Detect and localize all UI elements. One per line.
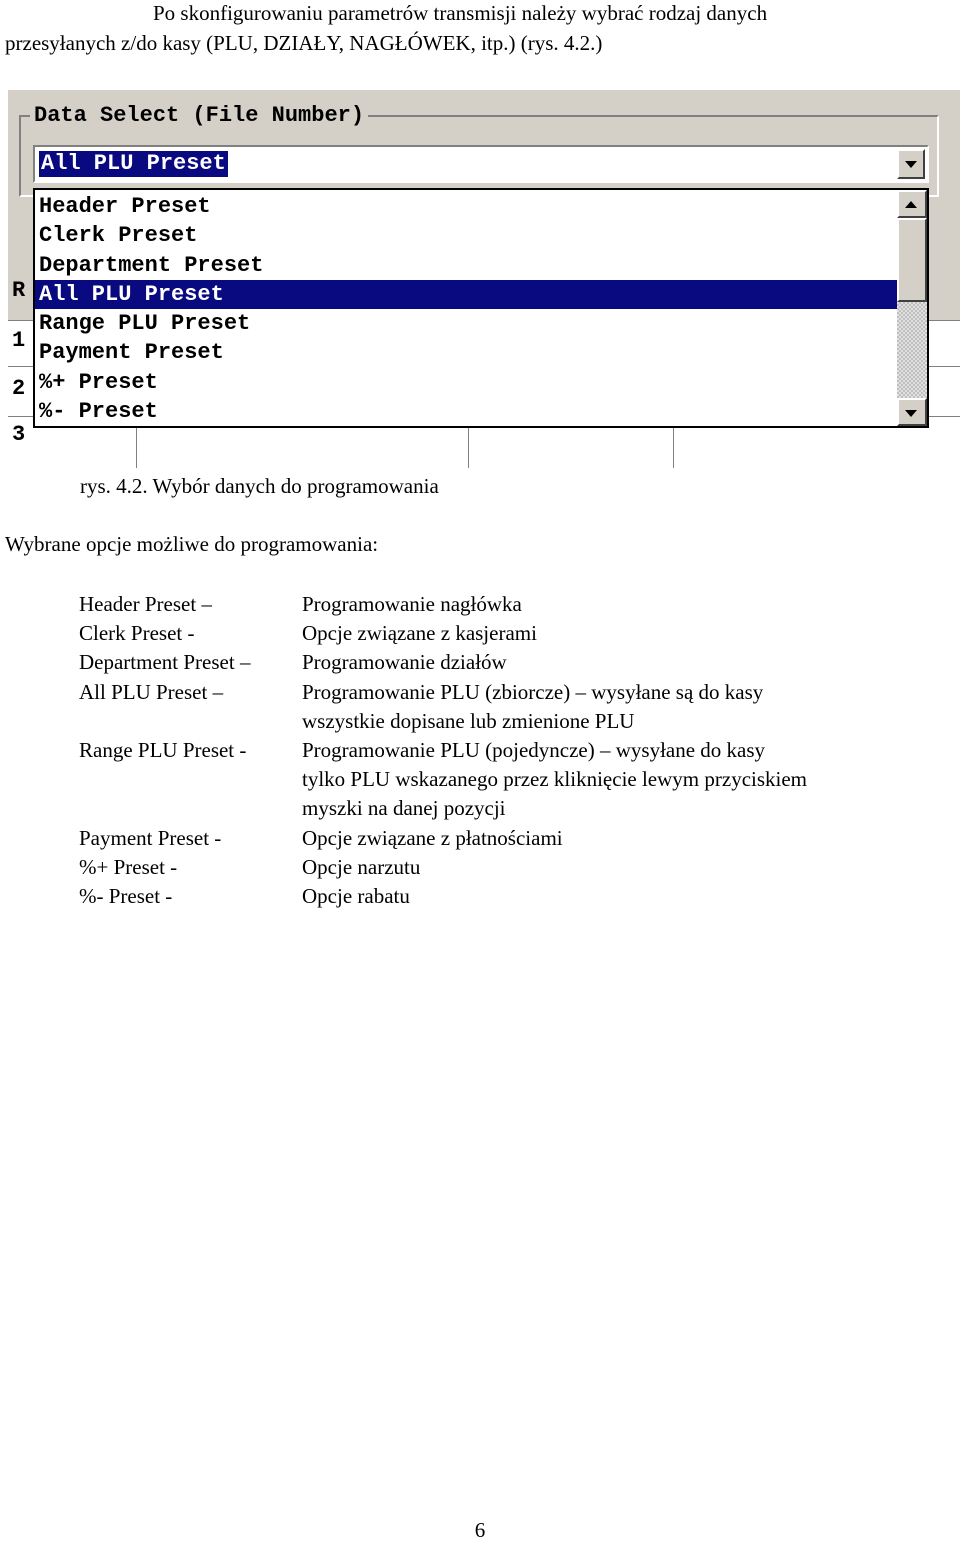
option-name: All PLU Preset – [79, 679, 224, 704]
option-name: %- Preset - [79, 884, 173, 909]
option-name: Payment Preset - [79, 825, 222, 850]
options-list [79, 590, 949, 911]
option-name: Department Preset – [79, 650, 251, 675]
option-name: Header Preset – [79, 592, 212, 616]
dropdown-items [35, 192, 897, 426]
option-description-line: Opcje związane z płatnościami [302, 825, 563, 850]
option-description-line: tylko PLU wskazanego przez kliknięcie lewym przyciskiem [302, 767, 808, 792]
option-description-line: Opcje narzutu [302, 854, 421, 879]
data-select-dropdown-list[interactable] [33, 188, 929, 428]
dropdown-item[interactable]: %- Preset [39, 399, 158, 425]
option-row [79, 619, 949, 648]
data-select-group-label: Data Select (File Number) [30, 104, 368, 128]
options-heading: Wybrane opcje możliwe do programowania: [5, 532, 379, 556]
dropdown-item[interactable]: Clerk Preset [39, 223, 198, 249]
option-description-line: Programowanie PLU (zbiorcze) – wysyłane są do kasy [302, 679, 764, 704]
option-row [79, 648, 949, 677]
background-row-number: 3 [12, 422, 26, 447]
option-row [79, 736, 949, 824]
scroll-down-button[interactable] [897, 398, 927, 426]
option-description-line: Programowanie nagłówka [302, 592, 522, 616]
scrollbar-thumb[interactable] [897, 218, 927, 302]
option-description-line: Programowanie PLU (pojedyncze) – wysyłane do kasy [302, 738, 766, 763]
data-select-combobox[interactable] [33, 145, 929, 183]
page-number: 6 [474, 1518, 486, 1542]
dropdown-item[interactable]: Department Preset [39, 252, 264, 278]
dropdown-scrollbar[interactable] [897, 190, 927, 426]
option-row [79, 678, 949, 736]
option-name: %+ Preset - [79, 854, 178, 879]
option-description [302, 824, 949, 853]
option-description [302, 648, 949, 677]
dropdown-item[interactable]: Range PLU Preset [39, 311, 251, 337]
combobox-dropdown-button[interactable] [897, 149, 925, 179]
option-row [79, 853, 949, 882]
option-row [79, 590, 949, 619]
scroll-down-icon [905, 410, 917, 417]
option-description [302, 736, 949, 824]
background-row-number: 1 [12, 328, 26, 353]
option-description [302, 853, 949, 882]
option-row [79, 882, 949, 911]
option-row [79, 824, 949, 853]
data-select-screenshot [8, 90, 960, 468]
figure-caption: rys. 4.2. Wybór danych do programowania [80, 474, 439, 498]
option-name: Clerk Preset - [79, 621, 195, 646]
option-description [302, 882, 949, 911]
dropdown-item[interactable]: Header Preset [39, 194, 211, 219]
option-description-line: myszki na danej pozycji [302, 796, 506, 821]
option-description-line: Opcje związane z kasjerami [302, 621, 537, 646]
intro-line-2: przesyłanych z/do kasy (PLU, DZIAŁY, NAGŁÓWEK, itp.) (rys. 4.2.) [5, 31, 603, 55]
option-description [302, 590, 949, 619]
option-description [302, 619, 949, 648]
intro-paragraph [5, 0, 945, 58]
intro-line-1: Po skonfigurowaniu parametrów transmisji należy wybrać rodzaj danych [153, 1, 768, 25]
chevron-down-icon [905, 161, 917, 168]
option-description-line: Programowanie działów [302, 650, 507, 675]
option-description [302, 678, 949, 736]
option-name: Range PLU Preset - [79, 738, 247, 763]
dropdown-item[interactable]: Payment Preset [39, 340, 224, 366]
scroll-up-button[interactable] [897, 190, 927, 218]
background-header-label: R [12, 278, 26, 303]
dropdown-item[interactable]: All PLU Preset [35, 280, 897, 309]
option-description-line: Opcje rabatu [302, 884, 410, 909]
combobox-selected-value[interactable]: All PLU Preset [41, 151, 226, 176]
background-row-number: 2 [12, 376, 26, 401]
scroll-up-icon [905, 201, 917, 208]
dropdown-item[interactable]: %+ Preset [39, 369, 158, 395]
option-description-line: wszystkie dopisane lub zmienione PLU [302, 708, 635, 733]
